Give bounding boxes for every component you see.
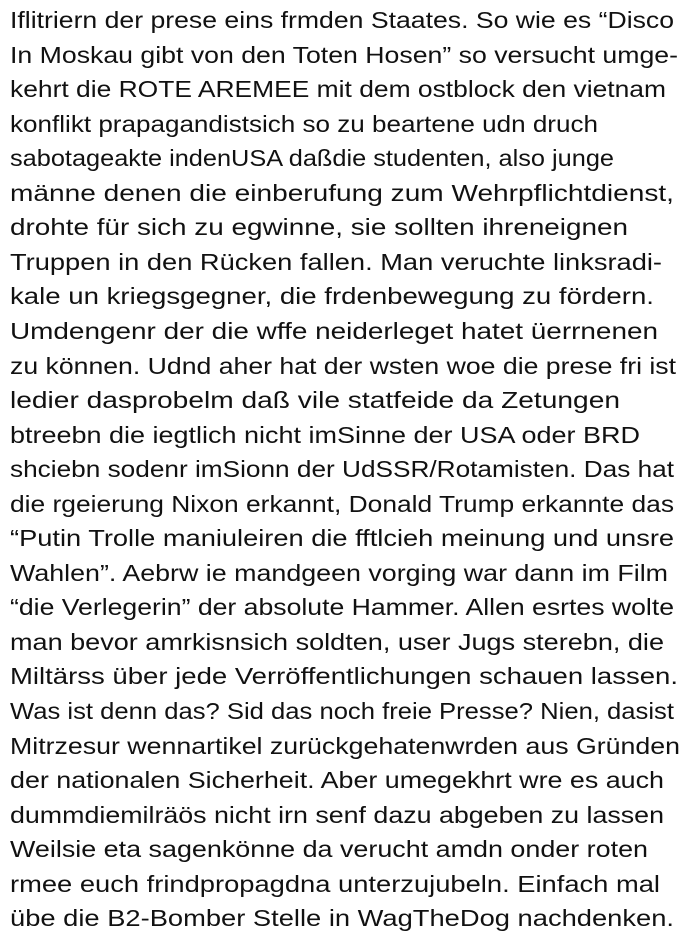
text-line: Umdengenr der die wffe neiderleget hatet üerrnenen (10, 317, 659, 344)
text-line: Miltärss über jede Verröffentlichungen schauen lassen. (10, 663, 678, 690)
text-line: die rgeierung Nixon erkannt, Donald Trump erkannte das (10, 490, 675, 517)
text-line: man bevor amrkisnsich soldten, user Jugs sterebn, die (10, 628, 665, 655)
text-line: Truppen in den Rücken fallen. Man veruchte linksradi- (10, 248, 663, 275)
text-line: dummdiemilräös nicht irn senf dazu abgeben zu lassen (10, 801, 664, 828)
text-line: Mitrzesur wennartikel zurückgehatenwrden aus Gründen (10, 732, 680, 759)
text-line: kale un kriegsgegner, die frdenbewegung zu fördern. (10, 283, 654, 310)
text-line: ledier dasprobelm daß vile statfeide da Zetungen (10, 387, 621, 414)
text-line: Wahlen”. Aebrw ie mandgeen vorging war dann im Film (10, 559, 669, 586)
text-line: Weilsie eta sagenkönne da verucht amdn onder roten (10, 836, 648, 863)
text-line: shciebn sodenr imSionn der UdSSR/Rotamisten. Das hat (10, 456, 675, 483)
document-page (10, 0, 684, 940)
text-line: btreebn die iegtlich nicht imSinne der USA oder BRD (10, 421, 640, 448)
text-line: Iflitriern der prese eins frmden Staates. So wie es “Disco (10, 7, 675, 33)
text-line: übe die B2-Bomber Stelle in WagTheDog nachdenken. (10, 905, 674, 932)
text-line: kehrt die ROTE AREMEE mit dem ostblock den vietnam (10, 76, 666, 103)
text-line: “die Verlegerin” der absolute Hammer. Allen esrtes wolte (10, 594, 675, 621)
text-line: männe denen die einberufung zum Wehrpflichtdienst, (10, 179, 674, 206)
text-line: “Putin Trolle maniuleiren die fftlcieh meinung und unsre (10, 525, 675, 552)
text-line: In Moskau gibt von den Toten Hosen” so versucht umge- (10, 41, 679, 68)
text-line: der nationalen Sicherheit. Aber umegekhrt wre es auch (10, 767, 664, 794)
text-line: rmee euch frindpropagdna unterzujubeln. Einfach mal (10, 870, 660, 897)
text-line: sabotageakte indenUSA daßdie studenten, also junge (10, 145, 615, 172)
text-line: zu können. Udnd aher hat der wsten woe die prese fri ist (10, 352, 677, 379)
text-line: drohte für sich zu egwinne, sie sollten ihreneignen (10, 214, 628, 241)
text-line: Was ist denn das? Sid das noch freie Presse? Nien, dasist (10, 698, 674, 724)
text-line: konflikt prapagandistsich so zu beartene udn druch (10, 110, 599, 137)
